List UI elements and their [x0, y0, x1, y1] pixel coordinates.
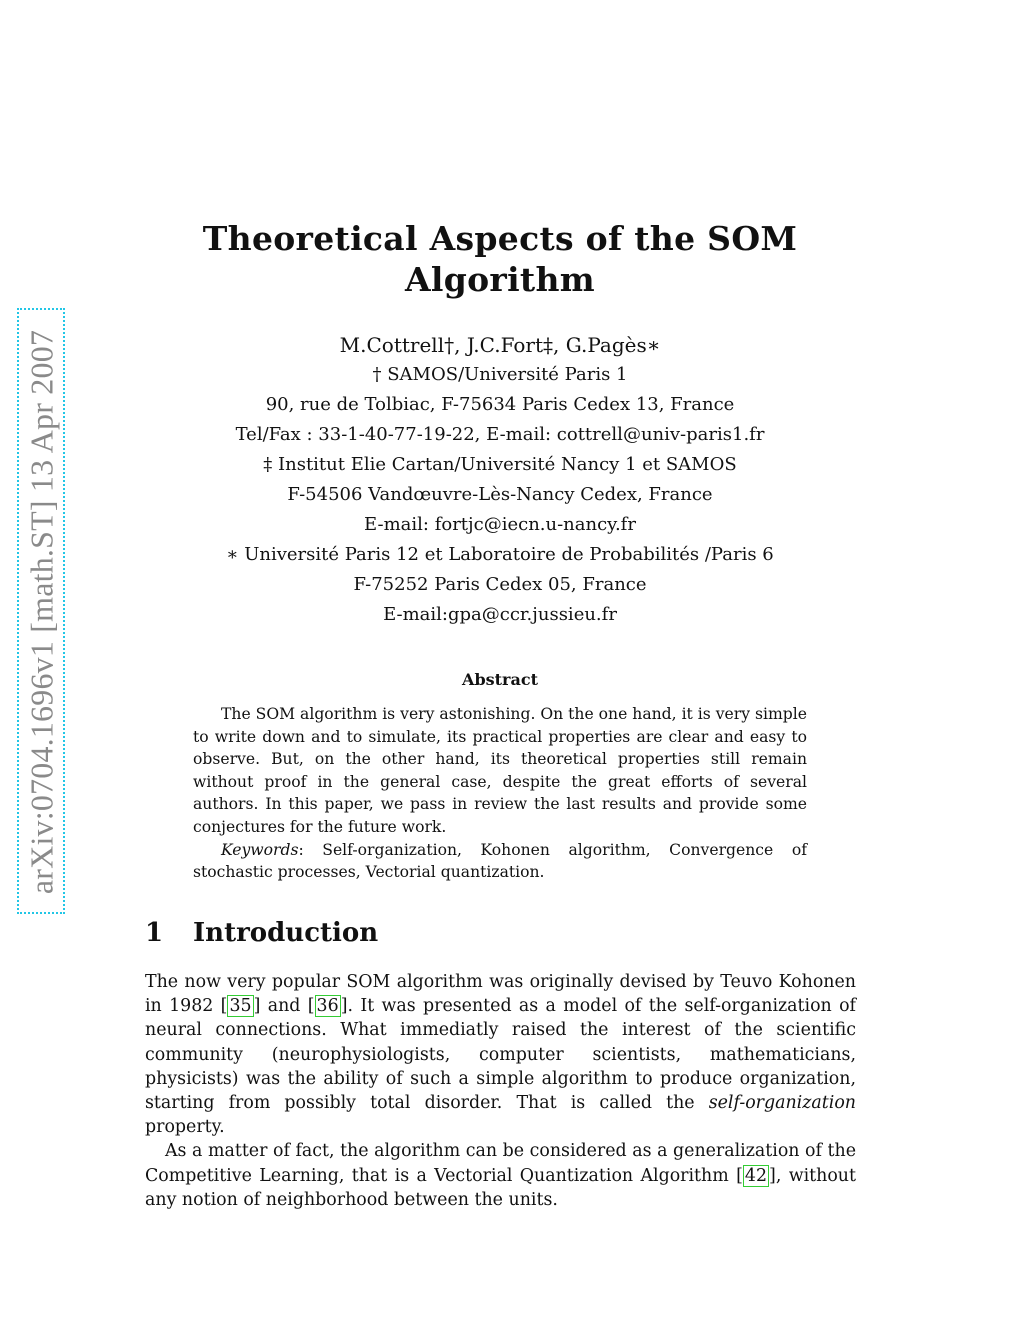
- affiliation-line: E-mail:gpa@ccr.jussieu.fr: [383, 604, 617, 625]
- section-heading: [145, 918, 378, 948]
- affiliation-line: F-75252 Paris Cedex 05, France: [353, 574, 647, 595]
- text-run: The now very popular SOM algorithm was originally devised by Teuvo Kohonen in 1982: [145, 972, 856, 1017]
- affiliation-line: ‡ Institut Elie Cartan/Université Nancy 1 et SAMOS: [263, 454, 737, 475]
- section-body: [145, 970, 856, 1212]
- affiliation-line: † SAMOS/Université Paris 1: [372, 364, 628, 385]
- affiliation-line: Tel/Fax : 33-1-40-77-19-22, E-mail: cottrell@univ-paris1.fr: [235, 424, 765, 445]
- text-run: property.: [145, 1117, 225, 1138]
- text-run: . It was presented as a model of the self-organization of neural connections. What immediatly raised the interest of the scientific community (neurophysiologists, computer scientists, mathematicians, physicists) was the ability of such a simple algorithm to produce organization, starting from possibly total disorder. That is called the: [145, 996, 856, 1114]
- keywords-text: : Self-organization, Kohonen algorithm, Convergence of stochastic processes, Vectorial quantization.: [193, 840, 807, 882]
- affiliation-line: ∗ Université Paris 12 et Laboratoire de Probabilités /Paris 6: [226, 544, 774, 565]
- text-run: and: [260, 996, 308, 1017]
- title-line-2: Algorithm: [404, 260, 595, 299]
- abstract-text: The SOM algorithm is very astonishing. On the one hand, it is very simple to write down and to simulate, its practical properties are clear and easy to observe. But, on the other hand, its theoretical properties still remain without proof in the general case, despite the great efforts of several authors. In this paper, we pass in review the last results and provide some conjectures for the future work.: [193, 705, 807, 836]
- arxiv-stamp[interactable]: arXiv:0704.1696v1 [math.ST] 13 Apr 2007: [23, 329, 60, 895]
- section-title: Introduction: [193, 918, 379, 948]
- section-number: 1: [145, 918, 164, 948]
- citation-link[interactable]: 42: [744, 1165, 768, 1186]
- author-block: [150, 330, 850, 630]
- affiliation-line: E-mail: fortjc@iecn.u-nancy.fr: [364, 514, 636, 535]
- keywords: [193, 839, 807, 884]
- citation-link[interactable]: 35: [229, 996, 252, 1017]
- citation-link[interactable]: 36: [316, 996, 339, 1017]
- abstract-heading: Abstract: [462, 670, 538, 689]
- authors: M.Cottrell†, J.C.Fort‡, G.Pagès∗: [339, 333, 661, 357]
- abstract: [193, 703, 807, 884]
- paper-title: [150, 218, 850, 300]
- text-run: As a matter of fact, the algorithm can be considered as a generalization of the Competitive Learning, that is a Vectorial Quantization Algorithm: [145, 1141, 856, 1186]
- affiliation-line: F-54506 Vandœuvre-Lès-Nancy Cedex, France: [287, 484, 713, 505]
- affiliation-line: 90, rue de Tolbiac, F-75634 Paris Cedex 13, France: [265, 394, 735, 415]
- title-line-1: Theoretical Aspects of the SOM: [202, 219, 798, 258]
- paragraph: As a matter of fact, the algorithm can be considered as a generalization of the Competitive Learning, that is a Vectorial Quantization Algorithm [ 42 ], without any notion of neighborhood between the units.: [145, 1141, 856, 1210]
- paragraph: The now very popular SOM algorithm was originally devised by Teuvo Kohonen in 1982 [ 35 ] and [ 36 ]. It was presented as a model of the self-organization of neural connections. What immediatly raised the interest of the scientific community (neurophysiologists, computer scientists, mathematicians, physicists) was the ability of such a simple algorithm to produce organization, starting from possibly total disorder. That is called the self-organization property.: [145, 972, 856, 1138]
- emphasis: self-organization: [708, 1093, 856, 1114]
- keywords-label: Keywords: [221, 840, 299, 859]
- text-run: , without any notion of neighborhood between the units.: [145, 1165, 856, 1210]
